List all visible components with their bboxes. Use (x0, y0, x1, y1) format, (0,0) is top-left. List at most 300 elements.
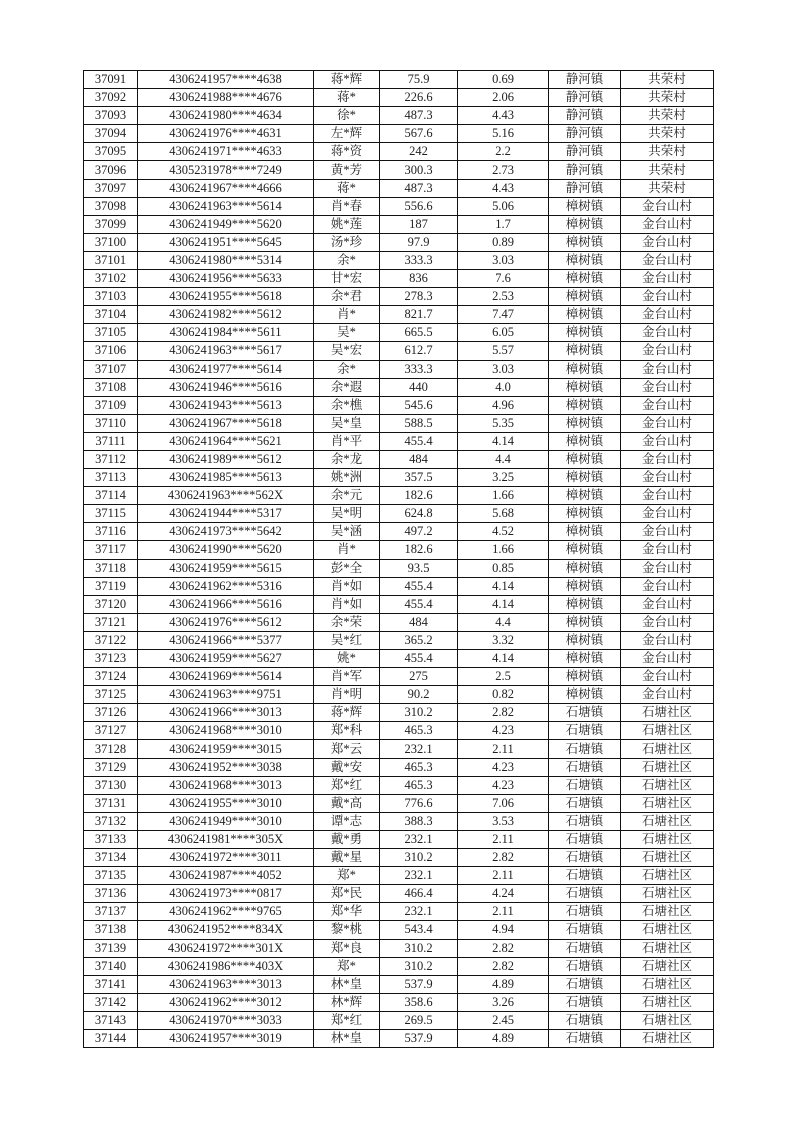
table-row (84, 975, 714, 993)
name-cell: 戴*星 (314, 849, 380, 867)
table-row (84, 306, 714, 324)
village-cell: 金台山村 (621, 378, 714, 396)
town-cell: 石塘镇 (549, 867, 621, 885)
town-cell: 石塘镇 (549, 903, 621, 921)
village-cell: 石塘社区 (621, 849, 714, 867)
table-row (84, 342, 714, 360)
amount-cell: 455.4 (380, 595, 458, 613)
town-cell: 樟树镇 (549, 450, 621, 468)
table-row (84, 722, 714, 740)
value-cell: 4.23 (458, 722, 549, 740)
village-cell: 石塘社区 (621, 921, 714, 939)
amount-cell: 776.6 (380, 794, 458, 812)
name-cell: 黎*桃 (314, 921, 380, 939)
town-cell: 石塘镇 (549, 758, 621, 776)
village-cell: 金台山村 (621, 396, 714, 414)
row-number-cell: 37121 (84, 613, 138, 631)
row-number-cell: 37102 (84, 270, 138, 288)
name-cell: 肖*如 (314, 595, 380, 613)
town-cell: 石塘镇 (549, 740, 621, 758)
id-number-cell: 4306241959****5615 (138, 559, 314, 577)
row-number-cell: 37134 (84, 849, 138, 867)
village-cell: 共荣村 (621, 143, 714, 161)
amount-cell: 97.9 (380, 233, 458, 251)
value-cell: 4.14 (458, 595, 549, 613)
name-cell: 姚*洲 (314, 469, 380, 487)
amount-cell: 226.6 (380, 89, 458, 107)
name-cell: 蒋* (314, 89, 380, 107)
value-cell: 4.94 (458, 921, 549, 939)
amount-cell: 556.6 (380, 197, 458, 215)
value-cell: 2.2 (458, 143, 549, 161)
id-number-cell: 4306241944****5317 (138, 505, 314, 523)
amount-cell: 310.2 (380, 957, 458, 975)
amount-cell: 543.4 (380, 921, 458, 939)
village-cell: 金台山村 (621, 197, 714, 215)
id-number-cell: 4306241963****5614 (138, 197, 314, 215)
table-row (84, 396, 714, 414)
town-cell: 静河镇 (549, 89, 621, 107)
amount-cell: 537.9 (380, 1029, 458, 1047)
id-number-cell: 4306241968****3010 (138, 722, 314, 740)
id-number-cell: 4306241959****3015 (138, 740, 314, 758)
id-number-cell: 4306241972****3011 (138, 849, 314, 867)
name-cell: 余*荣 (314, 613, 380, 631)
name-cell: 郑*云 (314, 740, 380, 758)
name-cell: 林*皇 (314, 975, 380, 993)
amount-cell: 665.5 (380, 324, 458, 342)
table-row (84, 1029, 714, 1047)
row-number-cell: 37137 (84, 903, 138, 921)
id-number-cell: 4306241956****5633 (138, 270, 314, 288)
row-number-cell: 37099 (84, 215, 138, 233)
amount-cell: 93.5 (380, 559, 458, 577)
village-cell: 石塘社区 (621, 885, 714, 903)
row-number-cell: 37136 (84, 885, 138, 903)
table-row (84, 432, 714, 450)
town-cell: 静河镇 (549, 179, 621, 197)
town-cell: 石塘镇 (549, 830, 621, 848)
village-cell: 石塘社区 (621, 957, 714, 975)
amount-cell: 242 (380, 143, 458, 161)
table-row (84, 523, 714, 541)
id-number-cell: 4306241984****5611 (138, 324, 314, 342)
table-row (84, 233, 714, 251)
id-number-cell: 4305231978****7249 (138, 161, 314, 179)
value-cell: 4.14 (458, 650, 549, 668)
id-number-cell: 4306241952****834X (138, 921, 314, 939)
village-cell: 金台山村 (621, 541, 714, 559)
name-cell: 戴*高 (314, 794, 380, 812)
village-cell: 金台山村 (621, 668, 714, 686)
row-number-cell: 37103 (84, 288, 138, 306)
value-cell: 3.32 (458, 631, 549, 649)
table-row (84, 903, 714, 921)
id-number-cell: 4306241952****3038 (138, 758, 314, 776)
value-cell: 4.23 (458, 758, 549, 776)
row-number-cell: 37122 (84, 631, 138, 649)
id-number-cell: 4306241962****9765 (138, 903, 314, 921)
amount-cell: 455.4 (380, 577, 458, 595)
name-cell: 肖*春 (314, 197, 380, 215)
village-cell: 石塘社区 (621, 722, 714, 740)
id-number-cell: 4306241957****3019 (138, 1029, 314, 1047)
value-cell: 0.69 (458, 71, 549, 89)
amount-cell: 187 (380, 215, 458, 233)
village-cell: 金台山村 (621, 595, 714, 613)
row-number-cell: 37101 (84, 251, 138, 269)
row-number-cell: 37108 (84, 378, 138, 396)
table-row (84, 1011, 714, 1029)
town-cell: 樟树镇 (549, 288, 621, 306)
row-number-cell: 37117 (84, 541, 138, 559)
name-cell: 肖*军 (314, 668, 380, 686)
row-number-cell: 37098 (84, 197, 138, 215)
town-cell: 樟树镇 (549, 559, 621, 577)
row-number-cell: 37095 (84, 143, 138, 161)
id-number-cell: 4306241976****5612 (138, 613, 314, 631)
value-cell: 4.14 (458, 577, 549, 595)
row-number-cell: 37141 (84, 975, 138, 993)
village-cell: 金台山村 (621, 432, 714, 450)
town-cell: 静河镇 (549, 161, 621, 179)
row-number-cell: 37097 (84, 179, 138, 197)
row-number-cell: 37144 (84, 1029, 138, 1047)
row-number-cell: 37142 (84, 993, 138, 1011)
village-cell: 共荣村 (621, 179, 714, 197)
row-number-cell: 37127 (84, 722, 138, 740)
id-number-cell: 4306241973****5642 (138, 523, 314, 541)
row-number-cell: 37100 (84, 233, 138, 251)
town-cell: 静河镇 (549, 125, 621, 143)
id-number-cell: 4306241973****0817 (138, 885, 314, 903)
name-cell: 戴*安 (314, 758, 380, 776)
town-cell: 石塘镇 (549, 794, 621, 812)
row-number-cell: 37094 (84, 125, 138, 143)
town-cell: 樟树镇 (549, 523, 621, 541)
value-cell: 2.45 (458, 1011, 549, 1029)
id-number-cell: 4306241969****5614 (138, 668, 314, 686)
id-number-cell: 4306241968****3013 (138, 776, 314, 794)
name-cell: 郑* (314, 957, 380, 975)
row-number-cell: 37130 (84, 776, 138, 794)
village-cell: 共荣村 (621, 89, 714, 107)
town-cell: 石塘镇 (549, 885, 621, 903)
row-number-cell: 37112 (84, 450, 138, 468)
village-cell: 金台山村 (621, 559, 714, 577)
town-cell: 石塘镇 (549, 812, 621, 830)
amount-cell: 365.2 (380, 631, 458, 649)
amount-cell: 588.5 (380, 414, 458, 432)
amount-cell: 333.3 (380, 360, 458, 378)
value-cell: 4.96 (458, 396, 549, 414)
row-number-cell: 37125 (84, 686, 138, 704)
village-cell: 金台山村 (621, 613, 714, 631)
table-row (84, 776, 714, 794)
id-number-cell: 4306241963****562X (138, 487, 314, 505)
id-number-cell: 4306241964****5621 (138, 432, 314, 450)
id-number-cell: 4306241967****4666 (138, 179, 314, 197)
name-cell: 甘*宏 (314, 270, 380, 288)
town-cell: 樟树镇 (549, 613, 621, 631)
town-cell: 石塘镇 (549, 921, 621, 939)
name-cell: 吴*皇 (314, 414, 380, 432)
value-cell: 3.25 (458, 469, 549, 487)
value-cell: 4.4 (458, 450, 549, 468)
value-cell: 0.89 (458, 233, 549, 251)
village-cell: 金台山村 (621, 631, 714, 649)
table-row (84, 758, 714, 776)
row-number-cell: 37126 (84, 704, 138, 722)
table-row (84, 631, 714, 649)
name-cell: 肖*如 (314, 577, 380, 595)
value-cell: 4.52 (458, 523, 549, 541)
village-cell: 石塘社区 (621, 758, 714, 776)
id-number-cell: 4306241981****305X (138, 830, 314, 848)
row-number-cell: 37116 (84, 523, 138, 541)
row-number-cell: 37143 (84, 1011, 138, 1029)
village-cell: 石塘社区 (621, 812, 714, 830)
id-number-cell: 4306241966****5377 (138, 631, 314, 649)
village-cell: 金台山村 (621, 360, 714, 378)
value-cell: 2.53 (458, 288, 549, 306)
value-cell: 3.26 (458, 993, 549, 1011)
village-cell: 金台山村 (621, 469, 714, 487)
town-cell: 石塘镇 (549, 849, 621, 867)
village-cell: 金台山村 (621, 270, 714, 288)
name-cell: 左*辉 (314, 125, 380, 143)
town-cell: 石塘镇 (549, 939, 621, 957)
town-cell: 石塘镇 (549, 722, 621, 740)
town-cell: 樟树镇 (549, 595, 621, 613)
name-cell: 徐* (314, 107, 380, 125)
value-cell: 4.4 (458, 613, 549, 631)
village-cell: 金台山村 (621, 251, 714, 269)
amount-cell: 612.7 (380, 342, 458, 360)
table-row (84, 125, 714, 143)
table-row (84, 668, 714, 686)
value-cell: 7.06 (458, 794, 549, 812)
name-cell: 谭*志 (314, 812, 380, 830)
name-cell: 蒋*辉 (314, 71, 380, 89)
town-cell: 樟树镇 (549, 505, 621, 523)
village-cell: 石塘社区 (621, 1011, 714, 1029)
value-cell: 2.82 (458, 939, 549, 957)
value-cell: 2.06 (458, 89, 549, 107)
name-cell: 吴*明 (314, 505, 380, 523)
table-row (84, 794, 714, 812)
id-number-cell: 4306241977****5614 (138, 360, 314, 378)
town-cell: 樟树镇 (549, 686, 621, 704)
row-number-cell: 37093 (84, 107, 138, 125)
town-cell: 樟树镇 (549, 577, 621, 595)
town-cell: 樟树镇 (549, 650, 621, 668)
town-cell: 樟树镇 (549, 251, 621, 269)
table-row (84, 71, 714, 89)
table-row (84, 360, 714, 378)
town-cell: 石塘镇 (549, 975, 621, 993)
table-row (84, 469, 714, 487)
name-cell: 吴*红 (314, 631, 380, 649)
town-cell: 石塘镇 (549, 776, 621, 794)
table-row (84, 197, 714, 215)
village-cell: 金台山村 (621, 686, 714, 704)
value-cell: 5.35 (458, 414, 549, 432)
value-cell: 3.03 (458, 360, 549, 378)
row-number-cell: 37138 (84, 921, 138, 939)
name-cell: 彭*全 (314, 559, 380, 577)
village-cell: 共荣村 (621, 71, 714, 89)
id-number-cell: 4306241989****5612 (138, 450, 314, 468)
name-cell: 郑* (314, 867, 380, 885)
id-number-cell: 4306241959****5627 (138, 650, 314, 668)
town-cell: 石塘镇 (549, 957, 621, 975)
value-cell: 4.0 (458, 378, 549, 396)
village-cell: 金台山村 (621, 523, 714, 541)
village-cell: 石塘社区 (621, 794, 714, 812)
amount-cell: 537.9 (380, 975, 458, 993)
value-cell: 2.82 (458, 957, 549, 975)
amount-cell: 821.7 (380, 306, 458, 324)
id-number-cell: 4306241985****5613 (138, 469, 314, 487)
records-table (83, 70, 714, 1048)
village-cell: 金台山村 (621, 215, 714, 233)
table-row (84, 939, 714, 957)
table-row (84, 324, 714, 342)
id-number-cell: 4306241976****4631 (138, 125, 314, 143)
value-cell: 5.68 (458, 505, 549, 523)
table-row (84, 830, 714, 848)
town-cell: 樟树镇 (549, 541, 621, 559)
amount-cell: 232.1 (380, 867, 458, 885)
row-number-cell: 37133 (84, 830, 138, 848)
name-cell: 余* (314, 251, 380, 269)
row-number-cell: 37105 (84, 324, 138, 342)
records-table-body (84, 71, 714, 1048)
name-cell: 肖*平 (314, 432, 380, 450)
id-number-cell: 4306241990****5620 (138, 541, 314, 559)
table-row (84, 867, 714, 885)
name-cell: 林*皇 (314, 1029, 380, 1047)
row-number-cell: 37118 (84, 559, 138, 577)
amount-cell: 465.3 (380, 776, 458, 794)
id-number-cell: 4306241966****5616 (138, 595, 314, 613)
name-cell: 吴*涵 (314, 523, 380, 541)
table-row (84, 812, 714, 830)
village-cell: 石塘社区 (621, 830, 714, 848)
name-cell: 吴* (314, 324, 380, 342)
town-cell: 樟树镇 (549, 360, 621, 378)
row-number-cell: 37092 (84, 89, 138, 107)
town-cell: 樟树镇 (549, 197, 621, 215)
amount-cell: 567.6 (380, 125, 458, 143)
village-cell: 石塘社区 (621, 776, 714, 794)
id-number-cell: 4306241957****4638 (138, 71, 314, 89)
town-cell: 樟树镇 (549, 487, 621, 505)
town-cell: 樟树镇 (549, 270, 621, 288)
amount-cell: 465.3 (380, 722, 458, 740)
row-number-cell: 37129 (84, 758, 138, 776)
amount-cell: 182.6 (380, 487, 458, 505)
table-row (84, 559, 714, 577)
row-number-cell: 37119 (84, 577, 138, 595)
table-row (84, 686, 714, 704)
value-cell: 1.66 (458, 487, 549, 505)
amount-cell: 182.6 (380, 541, 458, 559)
table-row (84, 378, 714, 396)
id-number-cell: 4306241972****301X (138, 939, 314, 957)
row-number-cell: 37132 (84, 812, 138, 830)
id-number-cell: 4306241962****3012 (138, 993, 314, 1011)
town-cell: 静河镇 (549, 71, 621, 89)
name-cell: 郑*华 (314, 903, 380, 921)
id-number-cell: 4306241967****5618 (138, 414, 314, 432)
amount-cell: 278.3 (380, 288, 458, 306)
value-cell: 2.11 (458, 903, 549, 921)
name-cell: 林*辉 (314, 993, 380, 1011)
name-cell: 戴*勇 (314, 830, 380, 848)
table-row (84, 740, 714, 758)
amount-cell: 455.4 (380, 650, 458, 668)
town-cell: 樟树镇 (549, 324, 621, 342)
table-row (84, 613, 714, 631)
village-cell: 金台山村 (621, 487, 714, 505)
village-cell: 金台山村 (621, 414, 714, 432)
id-number-cell: 4306241962****5316 (138, 577, 314, 595)
value-cell: 2.11 (458, 830, 549, 848)
amount-cell: 624.8 (380, 505, 458, 523)
row-number-cell: 37107 (84, 360, 138, 378)
value-cell: 4.43 (458, 107, 549, 125)
village-cell: 共荣村 (621, 161, 714, 179)
village-cell: 金台山村 (621, 577, 714, 595)
name-cell: 姚* (314, 650, 380, 668)
town-cell: 石塘镇 (549, 1029, 621, 1047)
amount-cell: 836 (380, 270, 458, 288)
id-number-cell: 4306241982****5612 (138, 306, 314, 324)
row-number-cell: 37104 (84, 306, 138, 324)
village-cell: 石塘社区 (621, 939, 714, 957)
row-number-cell: 37109 (84, 396, 138, 414)
table-row (84, 143, 714, 161)
id-number-cell: 4306241980****4634 (138, 107, 314, 125)
name-cell: 郑*科 (314, 722, 380, 740)
table-row (84, 650, 714, 668)
value-cell: 4.89 (458, 975, 549, 993)
village-cell: 石塘社区 (621, 740, 714, 758)
id-number-cell: 4306241963****5617 (138, 342, 314, 360)
value-cell: 4.23 (458, 776, 549, 794)
row-number-cell: 37123 (84, 650, 138, 668)
amount-cell: 310.2 (380, 849, 458, 867)
village-cell: 石塘社区 (621, 704, 714, 722)
name-cell: 蒋* (314, 179, 380, 197)
row-number-cell: 37114 (84, 487, 138, 505)
village-cell: 金台山村 (621, 505, 714, 523)
value-cell: 4.14 (458, 432, 549, 450)
amount-cell: 545.6 (380, 396, 458, 414)
amount-cell: 232.1 (380, 903, 458, 921)
row-number-cell: 37110 (84, 414, 138, 432)
value-cell: 5.57 (458, 342, 549, 360)
name-cell: 郑*良 (314, 939, 380, 957)
name-cell: 余*君 (314, 288, 380, 306)
value-cell: 7.47 (458, 306, 549, 324)
value-cell: 4.24 (458, 885, 549, 903)
name-cell: 汤*珍 (314, 233, 380, 251)
town-cell: 静河镇 (549, 107, 621, 125)
id-number-cell: 4306241980****5314 (138, 251, 314, 269)
